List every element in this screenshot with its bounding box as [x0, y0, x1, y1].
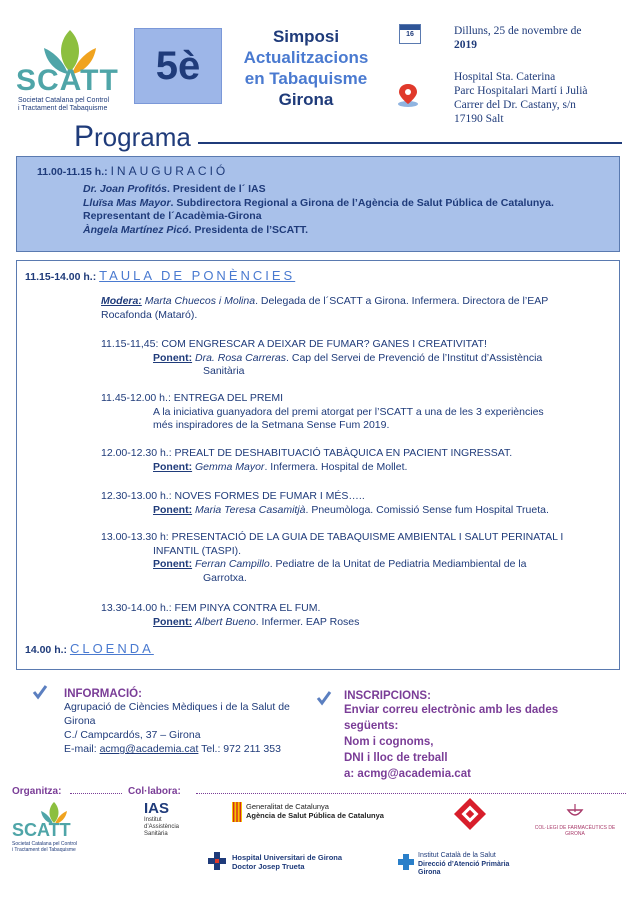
session-item — [101, 531, 613, 585]
inscripcions-line: DNI i lloc de treball — [344, 752, 448, 764]
ponent-name: Ferran Campillo — [195, 558, 270, 570]
taula-header — [25, 269, 295, 285]
ponent-name: Gemma Mayor — [195, 460, 265, 473]
inscripcions-line: a: acmg@academia.cat — [344, 768, 471, 780]
taula-title: TAULA DE PONÈNCIES — [99, 268, 296, 283]
guest-role: Representant de l´Acadèmia-Girona — [83, 210, 262, 222]
inscripcions-line: Enviar correu electrònic amb les dades — [344, 704, 559, 716]
trueta-line-1: Hospital Universitari de Girona — [232, 853, 343, 862]
scatt-tagline-1: Societat Catalana pel Control — [12, 841, 78, 847]
ics-line-1: Institut Català de la Salut — [418, 852, 496, 859]
scatt-wordmark-small: SCATT — [12, 820, 71, 840]
location-pin-icon — [396, 82, 420, 108]
modera-block — [101, 295, 613, 322]
inauguracio-title: INAUGURACIÓ — [110, 164, 229, 178]
ponent-name: Maria Teresa Casamitjà — [195, 503, 306, 516]
scatt-wordmark: SCATT — [16, 64, 119, 97]
email-link[interactable]: acmg@academia.cat — [99, 743, 199, 755]
session-body-1: A la iniciativa guanyadora del premi atorgat per l’SCATT a una de les 3 experiències — [153, 405, 544, 418]
guest-line — [83, 210, 613, 224]
collabora-label: Col·labora: — [128, 786, 181, 797]
trueta-line-2: Doctor Josep Trueta — [232, 862, 305, 871]
ponent-label: Ponent: — [153, 460, 193, 473]
guest-name: Dr. Joan Profitós — [83, 183, 168, 195]
check-icon — [316, 690, 332, 706]
farmaceutics-logo — [530, 804, 620, 837]
ias-line: Sanitària — [144, 831, 168, 837]
guest-line — [83, 224, 613, 238]
informacio-title: INFORMACIÓ: — [64, 688, 142, 700]
calendar-icon — [399, 24, 421, 44]
guest-name: Lluïsa Mas Mayor — [83, 196, 171, 209]
address-line-2: Parc Hospitalari Martí i Julià — [454, 85, 588, 97]
informacio-line: Girona — [64, 715, 96, 727]
hospital-cross-icon — [208, 852, 226, 870]
inauguracio-box — [16, 156, 620, 252]
ics-line-2: Direcció d’Atenció Primària — [418, 860, 510, 868]
farmaceutics-name: COL·LEGI DE FARMACÈUTICS DE GIRONA — [534, 825, 616, 837]
programa-heading — [74, 120, 191, 154]
symposium-line-4: Girona — [278, 90, 334, 109]
organitza-rule — [70, 793, 122, 794]
scatt-tagline-1: Societat Catalana pel Control — [18, 97, 110, 104]
symposium-line-2: Actualitzacions — [243, 48, 369, 67]
programa-rule — [198, 142, 622, 144]
ponent-label: Ponent: — [153, 351, 193, 364]
ias-logo — [144, 800, 204, 838]
event-address — [454, 70, 634, 126]
session-item — [101, 602, 613, 629]
inscripcions-title: INSCRIPCIONS: — [344, 690, 431, 702]
ponent-role: . Pediatre de la Unitat de Pediatria Mediambiental de la — [269, 558, 527, 570]
ponent-name: Dra. Rosa Carreras — [195, 351, 287, 364]
modera-label: Modera: — [101, 295, 142, 307]
informacio-line: Agrupació de Ciències Mèdiques i de la Salut de — [64, 701, 290, 713]
ponent-label: Ponent: — [153, 503, 193, 516]
session-heading: 12.30-13.00 h.: NOVES FORMES DE FUMAR I MÉS….. — [101, 490, 365, 502]
gencat-line-2: Agència de Salut Pública de Catalunya — [246, 811, 384, 820]
taula-time: 11.15-14.00 h.: — [25, 271, 97, 283]
ponent-role-2: Sanitària — [203, 365, 245, 377]
address-line-1: Hospital Sta. Caterina — [454, 71, 556, 83]
ponent-label: Ponent: — [153, 615, 193, 628]
informacio-line: C./ Campcardós, 37 – Girona — [64, 729, 201, 741]
ponent-role: . Infermera. Hospital de Mollet. — [264, 460, 408, 473]
scatt-tagline-2: i Tractament del Tabaquisme — [12, 847, 76, 853]
programa-initial: P — [74, 120, 95, 153]
trueta-text — [232, 853, 342, 871]
informacio-block — [64, 688, 314, 756]
symposium-title — [226, 26, 386, 110]
event-date — [454, 24, 624, 52]
scatt-tagline-2: i Tractament del Tabaquisme — [18, 105, 108, 112]
guest-role: . Subdirectora Regional a Girona de l’Agència de Salut Pública de Catalunya. — [170, 196, 554, 209]
inauguracio-guests — [83, 183, 613, 237]
address-line-4: 17190 Salt — [454, 113, 504, 125]
address-line-3: Carrer del Dr. Castany, s/n — [454, 99, 576, 111]
inscripcions-line: següents: — [344, 720, 399, 732]
session-item — [101, 447, 613, 474]
ponent-role: . Pneumòloga. Comissió Sense fum Hospital Trueta. — [305, 503, 549, 516]
calendar-day: 16 — [406, 31, 414, 38]
ponent-role-2: Garrotxa. — [203, 571, 247, 584]
inscripcions-block — [344, 690, 614, 782]
scatt-logo-small — [10, 800, 110, 860]
taula-box — [16, 260, 620, 670]
senyera-icon — [232, 802, 242, 822]
informacio-contact — [64, 742, 314, 756]
cloenda-time: 14.00 h.: — [25, 644, 68, 656]
session-heading: 13.00-13.30 h: PRESENTACIÓ DE LA GUIA DE TABAQUISME AMBIENTAL I SALUT PERINATAL I — [101, 531, 564, 543]
modera-role-2: Rocafonda (Mataró). — [101, 308, 198, 321]
guest-name: Àngela Martínez Picó — [83, 223, 189, 236]
ias-caption — [144, 817, 204, 838]
inscripcions-line: Nom i cognoms, — [344, 736, 434, 748]
session-item — [101, 392, 613, 433]
ponent-name: Albert Bueno — [195, 615, 256, 628]
gencat-line-1: Generalitat de Catalunya — [246, 802, 329, 811]
ics-line-3: Girona — [418, 869, 441, 876]
inauguracio-header — [37, 165, 228, 180]
date-line-1: Dilluns, 25 de novembre de — [454, 25, 582, 37]
programa-rest: rograma — [94, 122, 191, 152]
session-heading: 11.15-11,45: COM ENGRESCAR A DEIXAR DE FUMAR? GANES I CREATIVITAT! — [101, 338, 487, 350]
ias-line: Institut — [144, 817, 162, 823]
modera-role: . Delegada de l´SCATT a Girona. Infermera. Directora de l’EAP — [255, 295, 549, 307]
ics-text — [418, 852, 509, 878]
ponent-label: Ponent: — [153, 558, 193, 570]
session-heading: 13.30-14.00 h.: FEM PINYA CONTRA EL FUM. — [101, 602, 321, 614]
date-line-2: 2019 — [454, 39, 477, 51]
organitza-label: Organitza: — [12, 786, 62, 797]
session-heading: 11.45-12.00 h.: ENTREGA DEL PREMI — [101, 392, 284, 404]
bowl-snake-icon — [565, 804, 585, 820]
session-item — [101, 490, 613, 517]
email-label: E-mail: — [64, 743, 100, 755]
session-body-2: més inspiradores de la Setmana Sense Fum 2019. — [153, 419, 390, 431]
modera-name: Marta Chuecos i Molina — [144, 295, 256, 307]
ponent-role: . Infermer. EAP Roses — [255, 615, 360, 628]
symposium-line-1: Simposi — [272, 27, 340, 46]
edition-badge: 5è — [134, 28, 222, 104]
symposium-line-3: en Tabaquisme — [244, 69, 368, 88]
ias-wordmark: IAS — [144, 800, 170, 817]
ponent-role: . Cap del Servei de Prevenció de l’Institut d’Assistència — [286, 351, 543, 364]
gencat-text — [246, 802, 384, 820]
academia-logo-icon — [452, 796, 488, 832]
check-icon — [32, 684, 48, 700]
session-heading: 12.00-12.30 h.: PREALT DE DESHABITUACIÓ TABÀQUICA EN PACIENT INGRESSAT. — [101, 447, 513, 459]
guest-line — [83, 197, 613, 211]
cloenda-title: CLOENDA — [69, 641, 154, 656]
guest-line — [83, 183, 613, 197]
inauguracio-time: 11.00-11.15 h.: — [37, 166, 108, 178]
ics-cross-icon — [398, 854, 414, 870]
session-item — [101, 338, 613, 379]
scatt-logo — [14, 26, 126, 116]
guest-role: . President de l´ IAS — [167, 183, 266, 195]
collabora-rule — [196, 793, 626, 794]
scatt-tagline-small — [12, 841, 77, 853]
scatt-tagline — [18, 97, 109, 113]
phone-number: Tel.: 972 211 353 — [198, 743, 281, 755]
ias-line: d’Assistència — [144, 824, 180, 830]
guest-role: . Presidenta de l’SCATT. — [188, 223, 309, 236]
session-heading-2: INFANTIL (TASPI). — [153, 544, 242, 557]
cloenda-header — [25, 642, 154, 658]
